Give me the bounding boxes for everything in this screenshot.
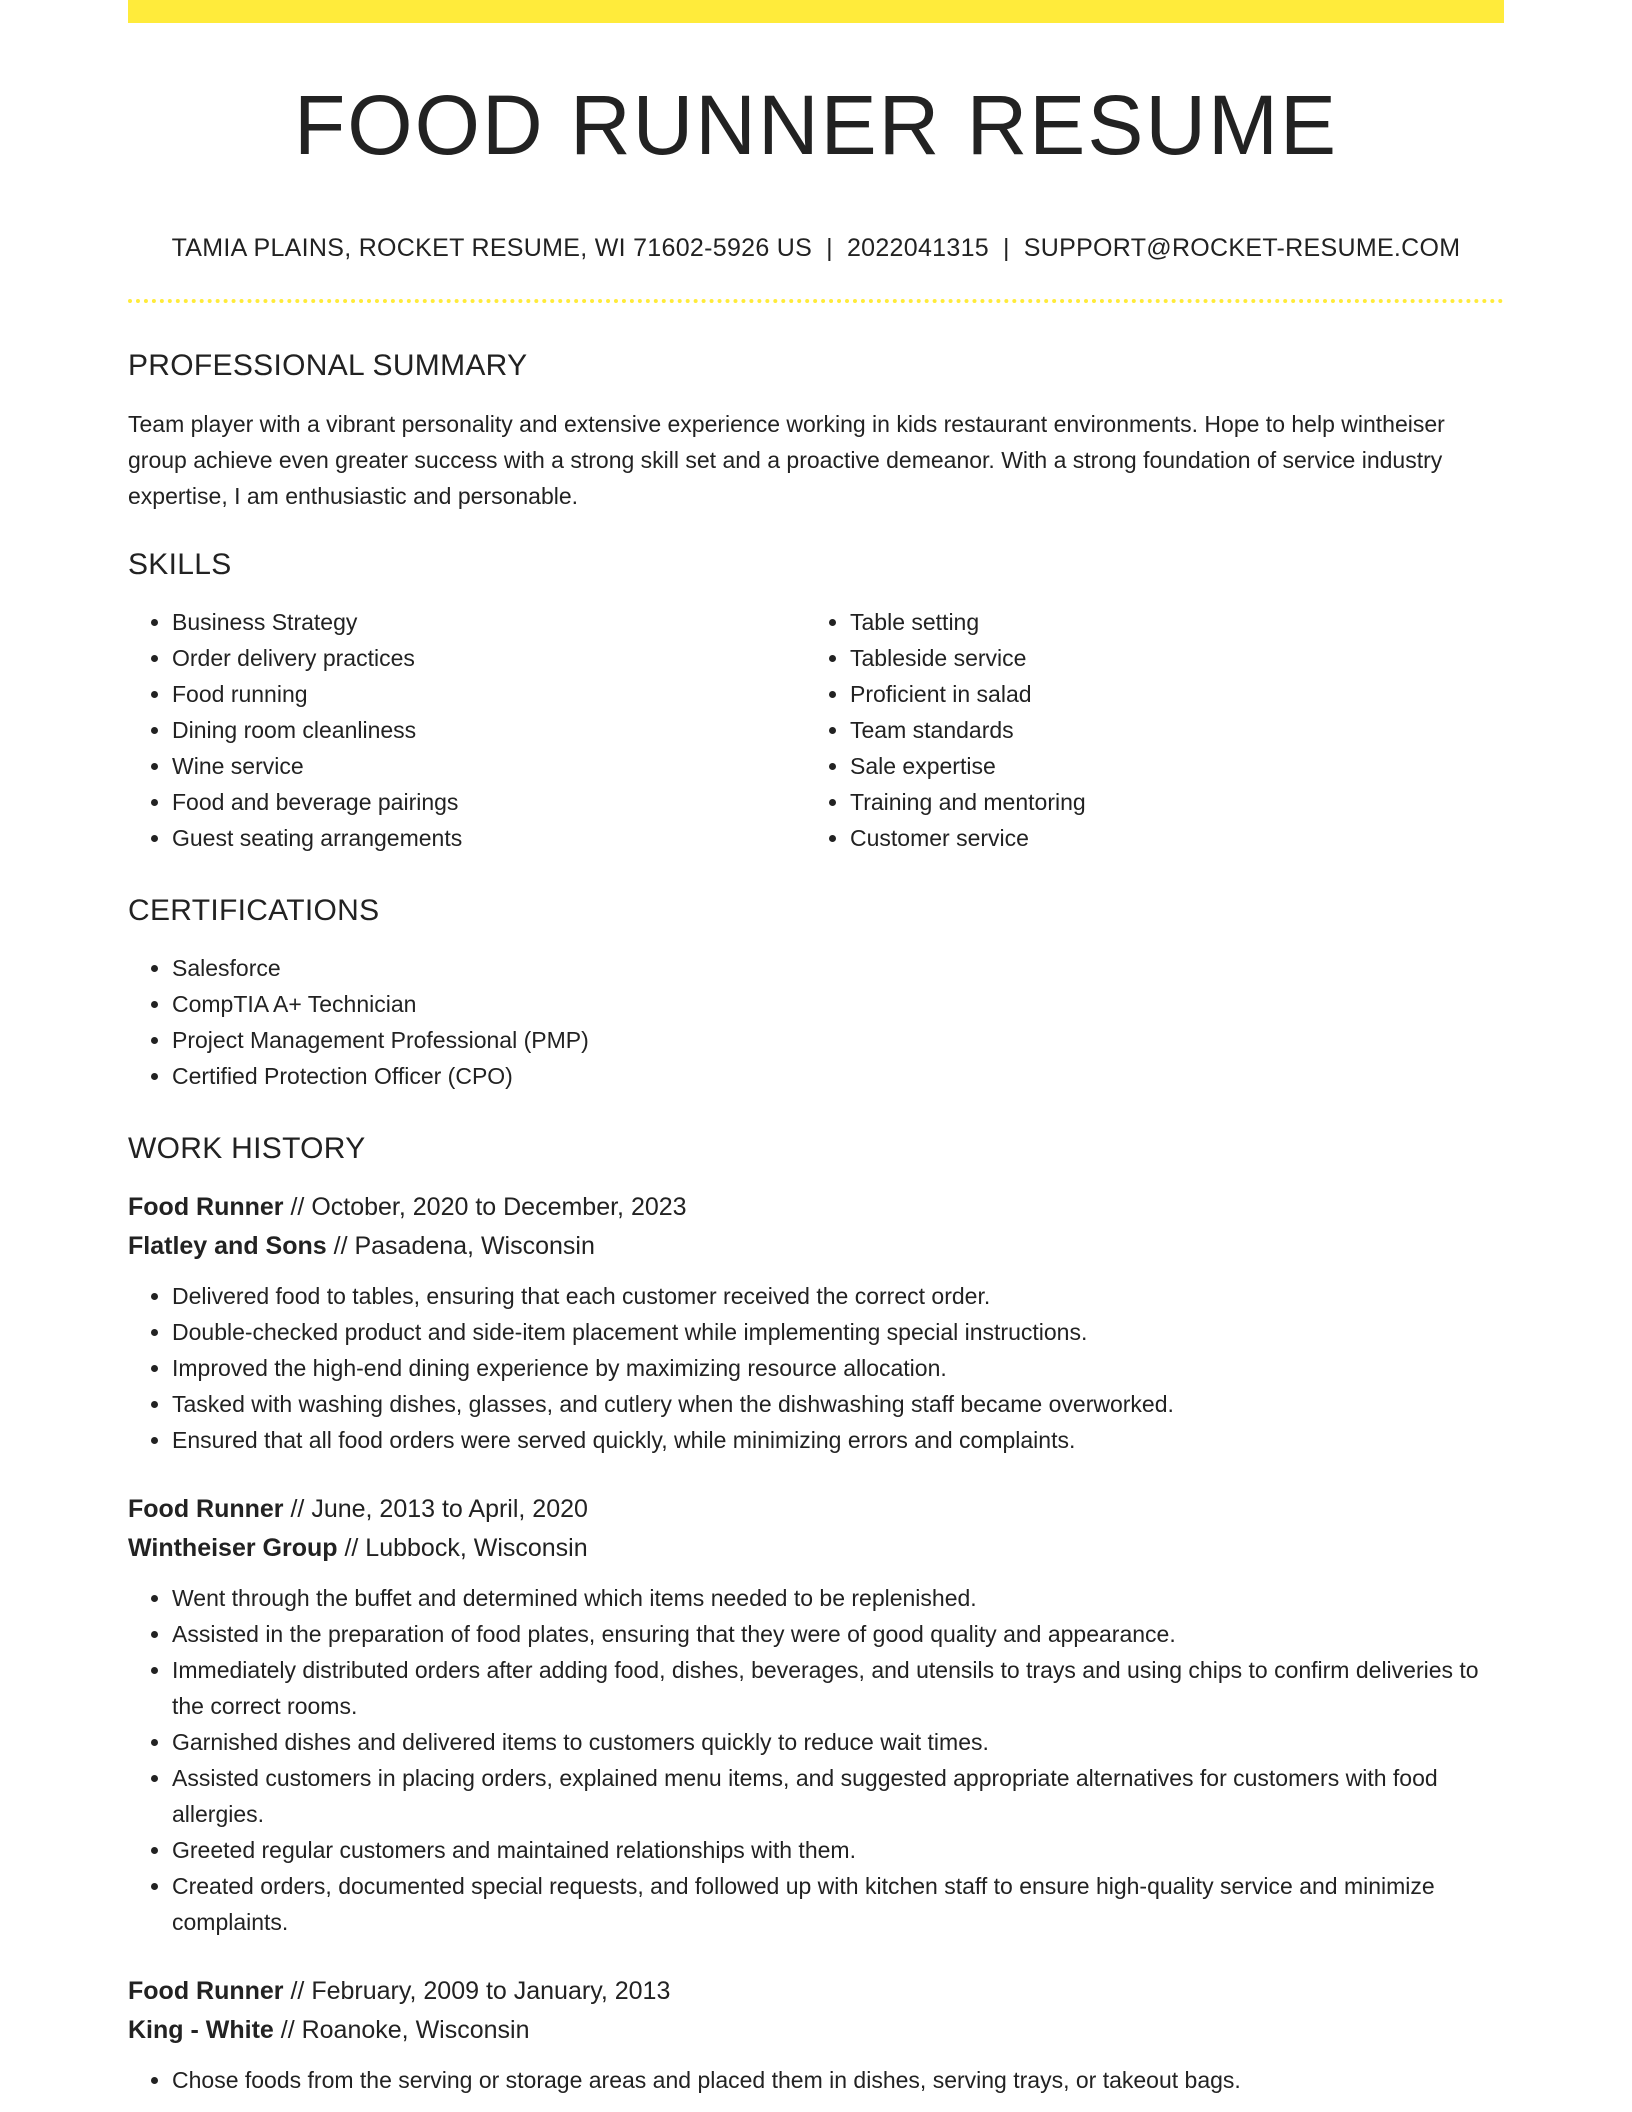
contact-email[interactable]: SUPPORT@ROCKET-RESUME.COM	[1023, 234, 1461, 262]
skill-item: • Table setting	[850, 604, 1484, 640]
job-bullets	[128, 1278, 1504, 1458]
skill-item: • Guest seating arrangements	[172, 820, 806, 856]
job-company: King - White	[128, 2016, 274, 2044]
job-bullet: • Assisted in the preparation of food plates, ensuring that they were of good quality and appearance.	[172, 1616, 1504, 1652]
resume-page	[128, 0, 1504, 2098]
skill-item: • Proficient in salad	[850, 676, 1484, 712]
contact-phone: 2022041315	[846, 234, 989, 262]
skills-column-left	[128, 604, 806, 856]
work-history-section	[128, 1134, 1504, 2098]
job-dates: // June, 2013 to April, 2020	[290, 1495, 588, 1523]
section-heading-summary: PROFESSIONAL SUMMARY	[128, 349, 528, 382]
certifications-section	[128, 896, 1504, 1094]
job-company-line	[128, 2011, 1504, 2050]
job-dates: // February, 2009 to January, 2013	[290, 1977, 671, 2005]
skill-item: • Training and mentoring	[850, 784, 1484, 820]
skill-item: • Order delivery practices	[172, 640, 806, 676]
job-company: Flatley and Sons	[128, 1232, 327, 1260]
job-bullet: • Tasked with washing dishes, glasses, and cutlery when the dishwashing staff became overworked.	[172, 1386, 1504, 1422]
contact-address: TAMIA PLAINS, ROCKET RESUME, WI 71602-5926 US	[171, 234, 813, 262]
job-title-line	[128, 1972, 1504, 2011]
job-entry	[128, 1188, 1504, 1458]
summary-text: Team player with a vibrant personality and extensive experience working in kids restaurant environments. Hope to help wintheiser group achieve even greater success with a strong skill set and a proactive demeanor. With a strong foundation of service industry expertise, I am enthusiastic and personable.	[128, 411, 1445, 509]
job-bullet: • Garnished dishes and delivered items to customers quickly to reduce wait times.	[172, 1724, 1504, 1760]
contact-line	[128, 236, 1504, 261]
job-location: // Roanoke, Wisconsin	[280, 2016, 530, 2044]
skill-item: • Wine service	[172, 748, 806, 784]
contact-separator: |	[826, 234, 833, 262]
skills-list-right	[806, 604, 1484, 856]
job-bullet: • Immediately distributed orders after adding food, dishes, beverages, and utensils to trays and using chips to confirm deliveries to the correct rooms.	[172, 1652, 1504, 1724]
certification-item: • Salesforce	[172, 950, 1504, 986]
job-bullet: • Ensured that all food orders were served quickly, while minimizing errors and complaints.	[172, 1422, 1504, 1458]
job-title: Food Runner	[128, 1977, 284, 2005]
skill-item: • Team standards	[850, 712, 1484, 748]
job-title: Food Runner	[128, 1193, 284, 1221]
job-entry	[128, 1490, 1504, 1940]
section-heading-certifications: CERTIFICATIONS	[128, 894, 380, 927]
job-bullet: • Created orders, documented special requests, and followed up with kitchen staff to ensure high-quality service and minimize complaints.	[172, 1868, 1504, 1940]
section-heading-work-history: WORK HISTORY	[128, 1132, 366, 1165]
job-bullet: • Improved the high-end dining experience by maximizing resource allocation.	[172, 1350, 1504, 1386]
job-title: Food Runner	[128, 1495, 284, 1523]
top-accent-bar	[128, 0, 1504, 23]
job-bullet: • Assisted customers in placing orders, explained menu items, and suggested appropriate alternatives for customers with food allergies.	[172, 1760, 1504, 1832]
job-title-line	[128, 1188, 1504, 1227]
job-location: // Pasadena, Wisconsin	[333, 1232, 595, 1260]
job-bullet: • Greeted regular customers and maintained relationships with them.	[172, 1832, 1504, 1868]
job-bullets	[128, 1580, 1504, 1940]
skill-item: • Tableside service	[850, 640, 1484, 676]
job-bullet: • Double-checked product and side-item placement while implementing special instructions.	[172, 1314, 1504, 1350]
job-location: // Lubbock, Wisconsin	[344, 1534, 588, 1562]
job-company: Wintheiser Group	[128, 1534, 338, 1562]
job-bullet: • Went through the buffet and determined which items needed to be replenished.	[172, 1580, 1504, 1616]
job-title-line	[128, 1490, 1504, 1529]
job-company-line	[128, 1227, 1504, 1266]
skill-item: • Dining room cleanliness	[172, 712, 806, 748]
resume-title: FOOD RUNNER RESUME	[293, 78, 1339, 172]
certification-item: • CompTIA A+ Technician	[172, 986, 1504, 1022]
skill-item: • Food and beverage pairings	[172, 784, 806, 820]
job-bullets	[128, 2062, 1504, 2098]
job-entry	[128, 1972, 1504, 2098]
section-heading-skills: SKILLS	[128, 548, 232, 581]
dotted-divider	[128, 299, 1504, 303]
skills-section	[128, 550, 1504, 856]
contact-separator: |	[1002, 234, 1010, 262]
skill-item: • Business Strategy	[172, 604, 806, 640]
job-company-line	[128, 1529, 1504, 1568]
certification-item: • Certified Protection Officer (CPO)	[172, 1058, 1504, 1094]
job-dates: // October, 2020 to December, 2023	[290, 1193, 687, 1221]
certifications-list	[128, 950, 1504, 1094]
job-bullet: • Chose foods from the serving or storage areas and placed them in dishes, serving trays, or takeout bags.	[172, 2062, 1504, 2098]
skills-grid	[128, 604, 1504, 856]
certification-item: • Project Management Professional (PMP)	[172, 1022, 1504, 1058]
job-bullet: • Delivered food to tables, ensuring that each customer received the correct order.	[172, 1278, 1504, 1314]
skill-item: • Food running	[172, 676, 806, 712]
skill-item: • Customer service	[850, 820, 1484, 856]
professional-summary-section	[128, 351, 1504, 514]
skills-column-right	[806, 604, 1484, 856]
skill-item: • Sale expertise	[850, 748, 1484, 784]
skills-list-left	[128, 604, 806, 856]
